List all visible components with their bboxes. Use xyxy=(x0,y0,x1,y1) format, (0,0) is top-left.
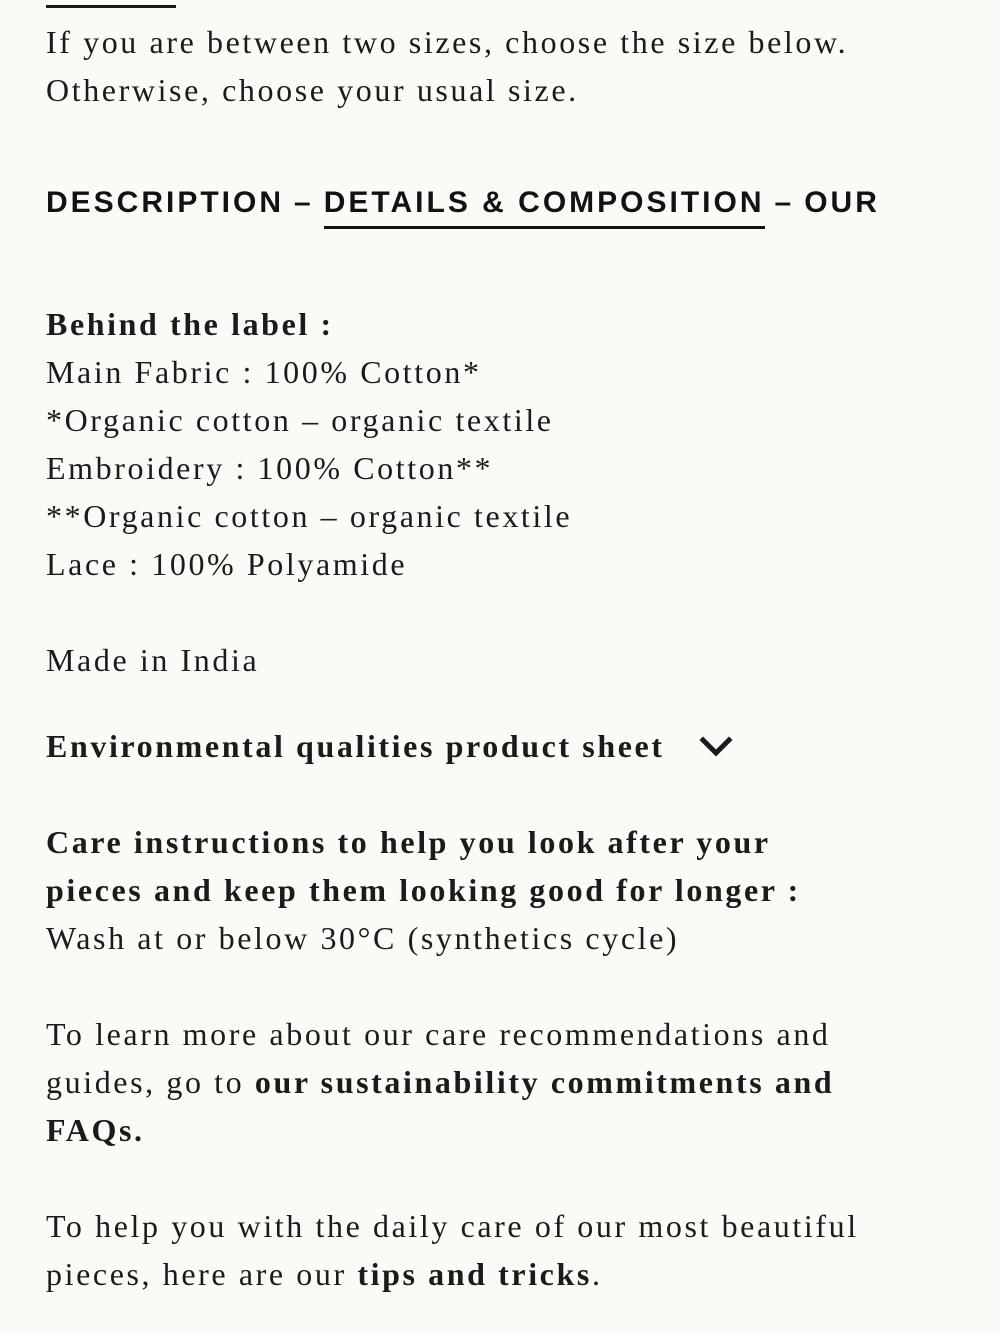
product-info-tabs xyxy=(46,186,880,229)
composition-line: Main Fabric : 100% Cotton* xyxy=(46,354,482,390)
composition-line: Embroidery : 100% Cotton** xyxy=(46,450,494,486)
composition-line: **Organic cotton – organic textile xyxy=(46,498,573,534)
learn-more-text: guides, go to xyxy=(46,1064,255,1100)
size-advice-line: If you are between two sizes, choose the size below. xyxy=(46,24,849,60)
tips-period: . xyxy=(591,1256,603,1292)
environmental-sheet-toggle[interactable] xyxy=(46,722,733,770)
composition-section xyxy=(46,300,572,588)
made-in xyxy=(46,636,259,684)
composition-line: *Organic cotton – organic textile xyxy=(46,402,554,438)
tips-and-tricks-link[interactable]: tips and tricks xyxy=(357,1256,592,1292)
tips-text: pieces, here are our xyxy=(46,1256,358,1292)
sustainability-link[interactable]: our sustainability commitments and xyxy=(254,1064,835,1100)
tab-details-composition[interactable]: DETAILS & COMPOSITION xyxy=(324,186,765,229)
learn-more-line xyxy=(46,1058,834,1106)
care-heading-line: Care instructions to help you look after your xyxy=(46,824,771,860)
made-in-text: Made in India xyxy=(46,642,260,678)
care-section xyxy=(46,818,801,962)
tab-our[interactable]: OUR xyxy=(804,186,880,219)
tab-separator: – xyxy=(294,186,314,219)
size-advice xyxy=(46,18,848,114)
environmental-sheet-label: Environmental qualities product sheet xyxy=(46,728,665,764)
care-heading-line: pieces and keep them looking good for longer : xyxy=(46,872,801,908)
learn-more-section xyxy=(46,1010,834,1154)
composition-heading: Behind the label : xyxy=(46,306,334,342)
chevron-down-icon xyxy=(699,729,733,763)
tab-description[interactable]: DESCRIPTION xyxy=(46,186,285,219)
faqs-link[interactable]: FAQs xyxy=(46,1112,135,1148)
learn-more-line: To learn more about our care recommendations and xyxy=(46,1016,831,1052)
tips-line xyxy=(46,1250,859,1298)
tab-separator: – xyxy=(774,186,795,219)
learn-more-period: . xyxy=(134,1112,145,1148)
care-instruction: Wash at or below 30°C (synthetics cycle) xyxy=(46,920,680,956)
size-advice-line: Otherwise, choose your usual size. xyxy=(46,72,579,108)
composition-line: Lace : 100% Polyamide xyxy=(46,546,408,582)
tips-section xyxy=(46,1202,859,1298)
top-divider xyxy=(46,5,176,8)
learn-more-line xyxy=(46,1106,834,1154)
tips-line: To help you with the daily care of our most beautiful xyxy=(46,1208,859,1244)
